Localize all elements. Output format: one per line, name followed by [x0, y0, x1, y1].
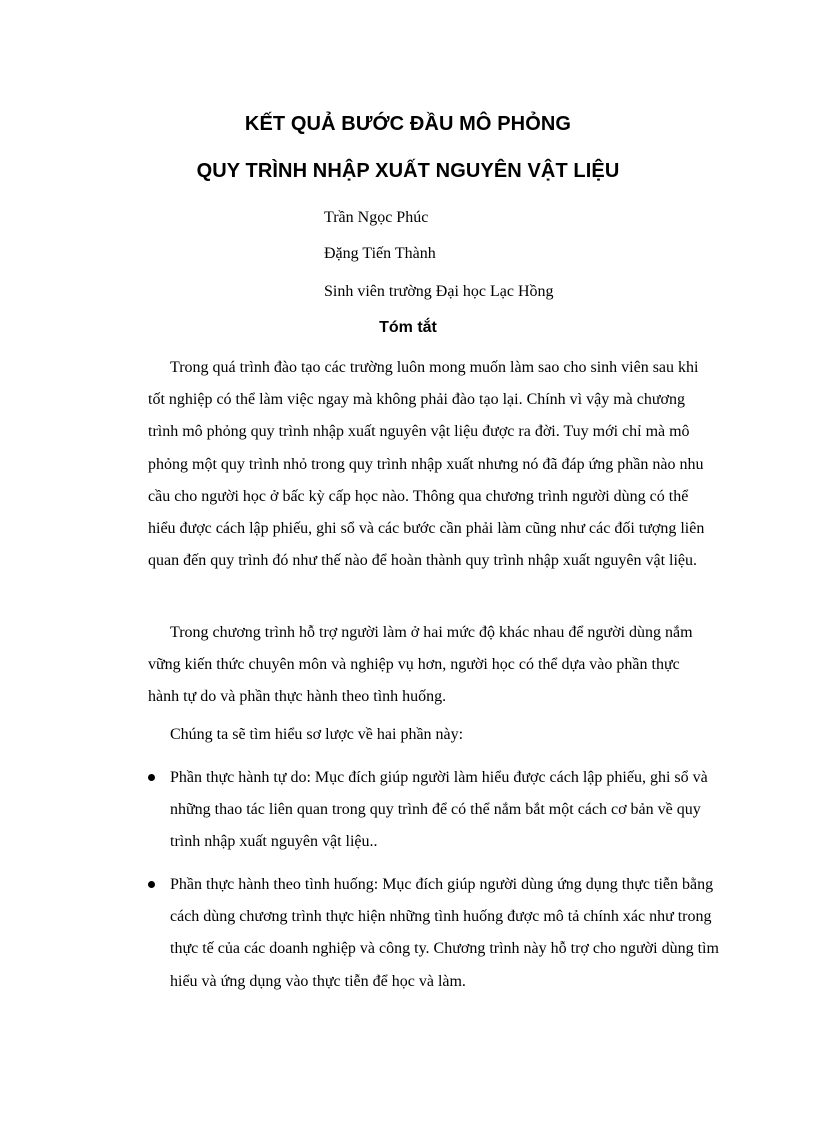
document-title-line-2: QUY TRÌNH NHẬP XUẤT NGUYÊN VẬT LIỆU [196, 160, 620, 182]
abstract-heading: Tóm tắt [379, 319, 437, 336]
bullet-icon [148, 881, 155, 888]
bullet-icon [148, 774, 155, 781]
document-title-line-1: KẾT QUẢ BƯỚC ĐẦU MÔ PHỎNG [244, 113, 572, 135]
author-name-1: Trần Ngọc Phúc [324, 209, 429, 226]
bullet-text-scenario-practice: Phần thực hành theo tình huống: Mục đích giúp người dùng ứng dụng thực tiễn bằng cách dùng chương trình thực hiện những tình huống được mô tả chính xác như trong thực tế của các doanh nghiệp và công ty. Chương trình này hỗ trợ cho người dùng tìm hiểu và ứng dụng vào thực tiễn để học và làm. [170, 876, 719, 990]
bullet-item-free-practice [148, 762, 720, 859]
abstract-paragraph-1: Trong quá trình đào tạo các trường luôn mong muốn làm sao cho sinh viên sau khi tốt nghiệp có thể làm việc ngay mà không phải đào tạo lại. Chính vì vậy mà chương trình mô phỏng quy trình nhập xuất nguyên vật liệu được ra đời. Tuy mới chỉ mà mô phỏng một quy trình nhỏ trong quy trình nhập xuất nhưng nó đã đáp ứng phần nào nhu cầu cho người học ở bấc kỳ cấp học nào. Thông qua chương trình người dùng có thể hiểu được cách lập phiếu, ghi sổ và các bước cần phải làm cũng như các đối tượng liên quan đến quy trình đó như thế nào để hoàn thành quy trình nhập xuất nguyên vật liệu. [148, 359, 705, 570]
bullet-text-free-practice: Phần thực hành tự do: Mục đích giúp người làm hiểu được cách lập phiếu, ghi sổ và những thao tác liên quan trong quy trình để có thể nắm bắt một cách cơ bản về quy trình nhập xuất nguyên vật liệu.. [170, 769, 708, 851]
bullet-item-scenario-practice [148, 869, 720, 998]
abstract-paragraph-2: Trong chương trình hỗ trợ người làm ở hai mức độ khác nhau để người dùng nắm vững kiến thức chuyên môn và nghiệp vụ hơn, người học có thể dựa vào phần thực hành tự do và phần thực hành theo tình huống. [148, 624, 693, 706]
author-name-2: Đặng Tiến Thành [324, 245, 436, 262]
author-affiliation: Sinh viên trường Đại học Lạc Hồng [324, 283, 554, 300]
abstract-paragraph-3: Chúng ta sẽ tìm hiểu sơ lược về hai phần này: [170, 726, 464, 743]
